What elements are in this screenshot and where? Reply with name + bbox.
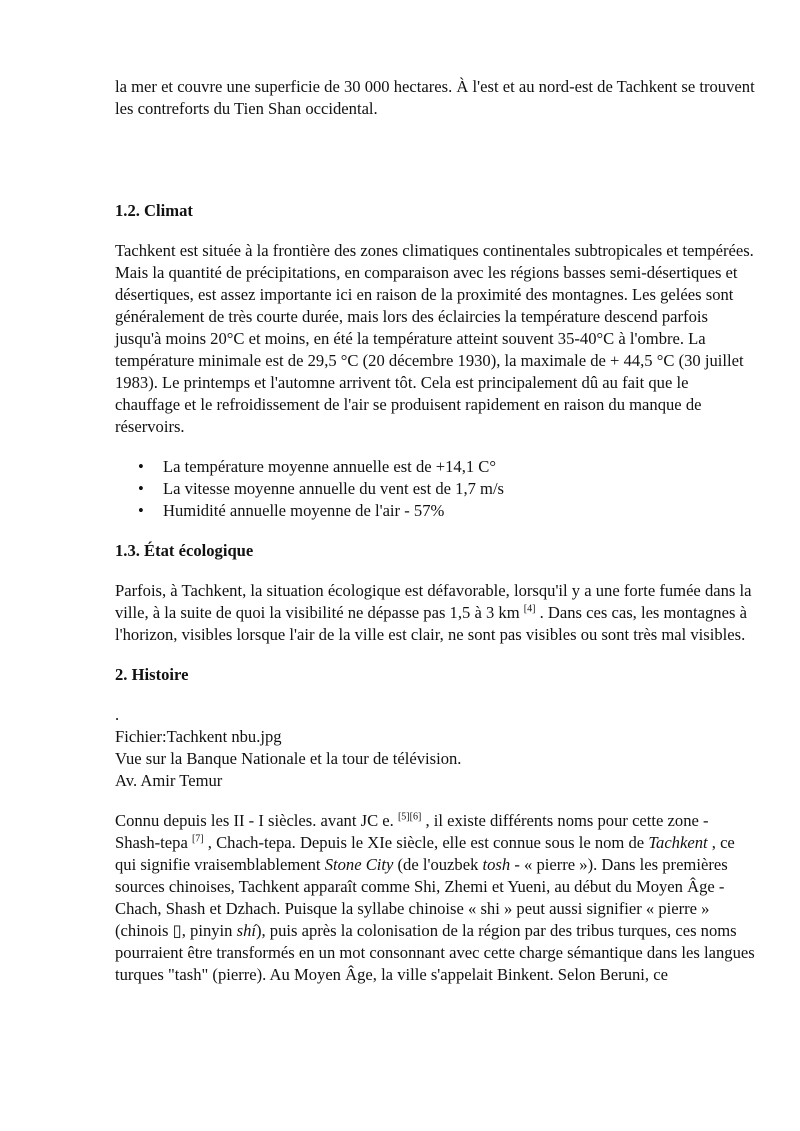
footnote-ref-6[interactable]: [6] — [409, 811, 422, 823]
image-caption: Vue sur la Banque Nationale et la tour de télévision. — [115, 749, 462, 768]
bullet-icon: • — [138, 457, 144, 476]
heading-climat: 1.2. Climat — [115, 201, 193, 220]
list-item: • Humidité annuelle moyenne de l'air - 57% — [138, 501, 445, 520]
list-item: • La vitesse moyenne annuelle du vent est de 1,7 m/s — [138, 479, 505, 498]
document-page — [115, 76, 755, 1004]
climat-paragraph: Tachkent est située à la frontière des zones climatiques continentales subtropicales et tempérées. Mais la quantité de précipitations, en comparaison avec les régions basses semi-désertiques et désertiques, est assez importante ici en raison de la proximité des montagnes. Les gelées sont généralement de très courte durée, mais lors des éclaircies la température descend parfois jusqu'à moins 20°C et moins, en été la température atteint souvent 35-40°C à l'ombre. La température minimale est de 29,5 °C (20 décembre 1930), la maximale de + 44,5 °C (30 juillet 1983). Le printemps et l'automne arrivent tôt. Cela est principalement dû au fait que le chauffage et le refroidissement de l'air se produisent rapidement en raison du manque de réservoirs. — [115, 241, 754, 436]
term-tachkent: Tachkent — [648, 833, 708, 852]
image-caption-location: Av. Amir Temur — [115, 771, 223, 790]
bullet-icon: • — [138, 501, 144, 520]
list-item: • La température moyenne annuelle est de +14,1 C° — [138, 457, 497, 476]
ecologie-paragraph: Parfois, à Tachkent, la situation écologique est défavorable, lorsqu'il y a une forte fumée dans la ville, à la suite de quoi la visibilité ne dépasse pas 1,5 à 3 km [4] . Dans ces cas, les montagnes à l'horizon, visibles lorsque l'air de la ville est clair, ne sont pas visibles ou sont très mal visibles. — [115, 581, 752, 644]
caption-dot: . — [115, 705, 120, 724]
bullet-icon: • — [138, 479, 144, 498]
heading-histoire: 2. Histoire — [115, 665, 189, 684]
missing-glyph-icon: ▯ — [172, 921, 182, 940]
heading-ecologie: 1.3. État écologique — [115, 541, 254, 560]
climat-bullet-list — [115, 456, 755, 522]
footnote-ref-4[interactable]: [4] — [523, 603, 536, 615]
term-stone-city: Stone City — [324, 855, 394, 874]
histoire-paragraph: Connu depuis les II - I siècles. avant JC e. [5][6] , il existe différents noms pour cette zone - Shash-tepa [7] , Chach-tepa. Depuis le XIe siècle, elle est connue sous le nom de Tachkent , ce qui signifie vraisemblablement Stone City (de l'ouzbek tosh - « pierre »). Dans les premières sources chinoises, Tachkent apparaît comme Shi, Zhemi et Yueni, au début du Moyen Âge - Chach, Shash et Dzhach. Puisque la syllabe chinoise « shi » peut aussi signifier « pierre » (chinois ▯, pinyin shí), puis après la colonisation de la région par des tribus turques, ces noms pourraient être transformés en un mot consonnant avec cette charge sémantique dans les langues turques "tash" (pierre). Au Moyen Âge, la ville s'appelait Binkent. Selon Beruni, ce — [115, 811, 755, 984]
intro-paragraph: la mer et couvre une superficie de 30 000 hectares. À l'est et au nord-est de Tachkent se trouvent les contreforts du Tien Shan occidental. — [115, 77, 755, 118]
term-tosh: tosh — [482, 855, 511, 874]
term-shi: shí — [236, 921, 256, 940]
image-file-link[interactable]: Fichier:Tachkent nbu.jpg — [115, 727, 282, 746]
footnote-ref-7[interactable]: [7] — [191, 833, 204, 845]
footnote-ref-5[interactable]: [5] — [397, 811, 410, 823]
image-caption-block — [115, 704, 755, 792]
